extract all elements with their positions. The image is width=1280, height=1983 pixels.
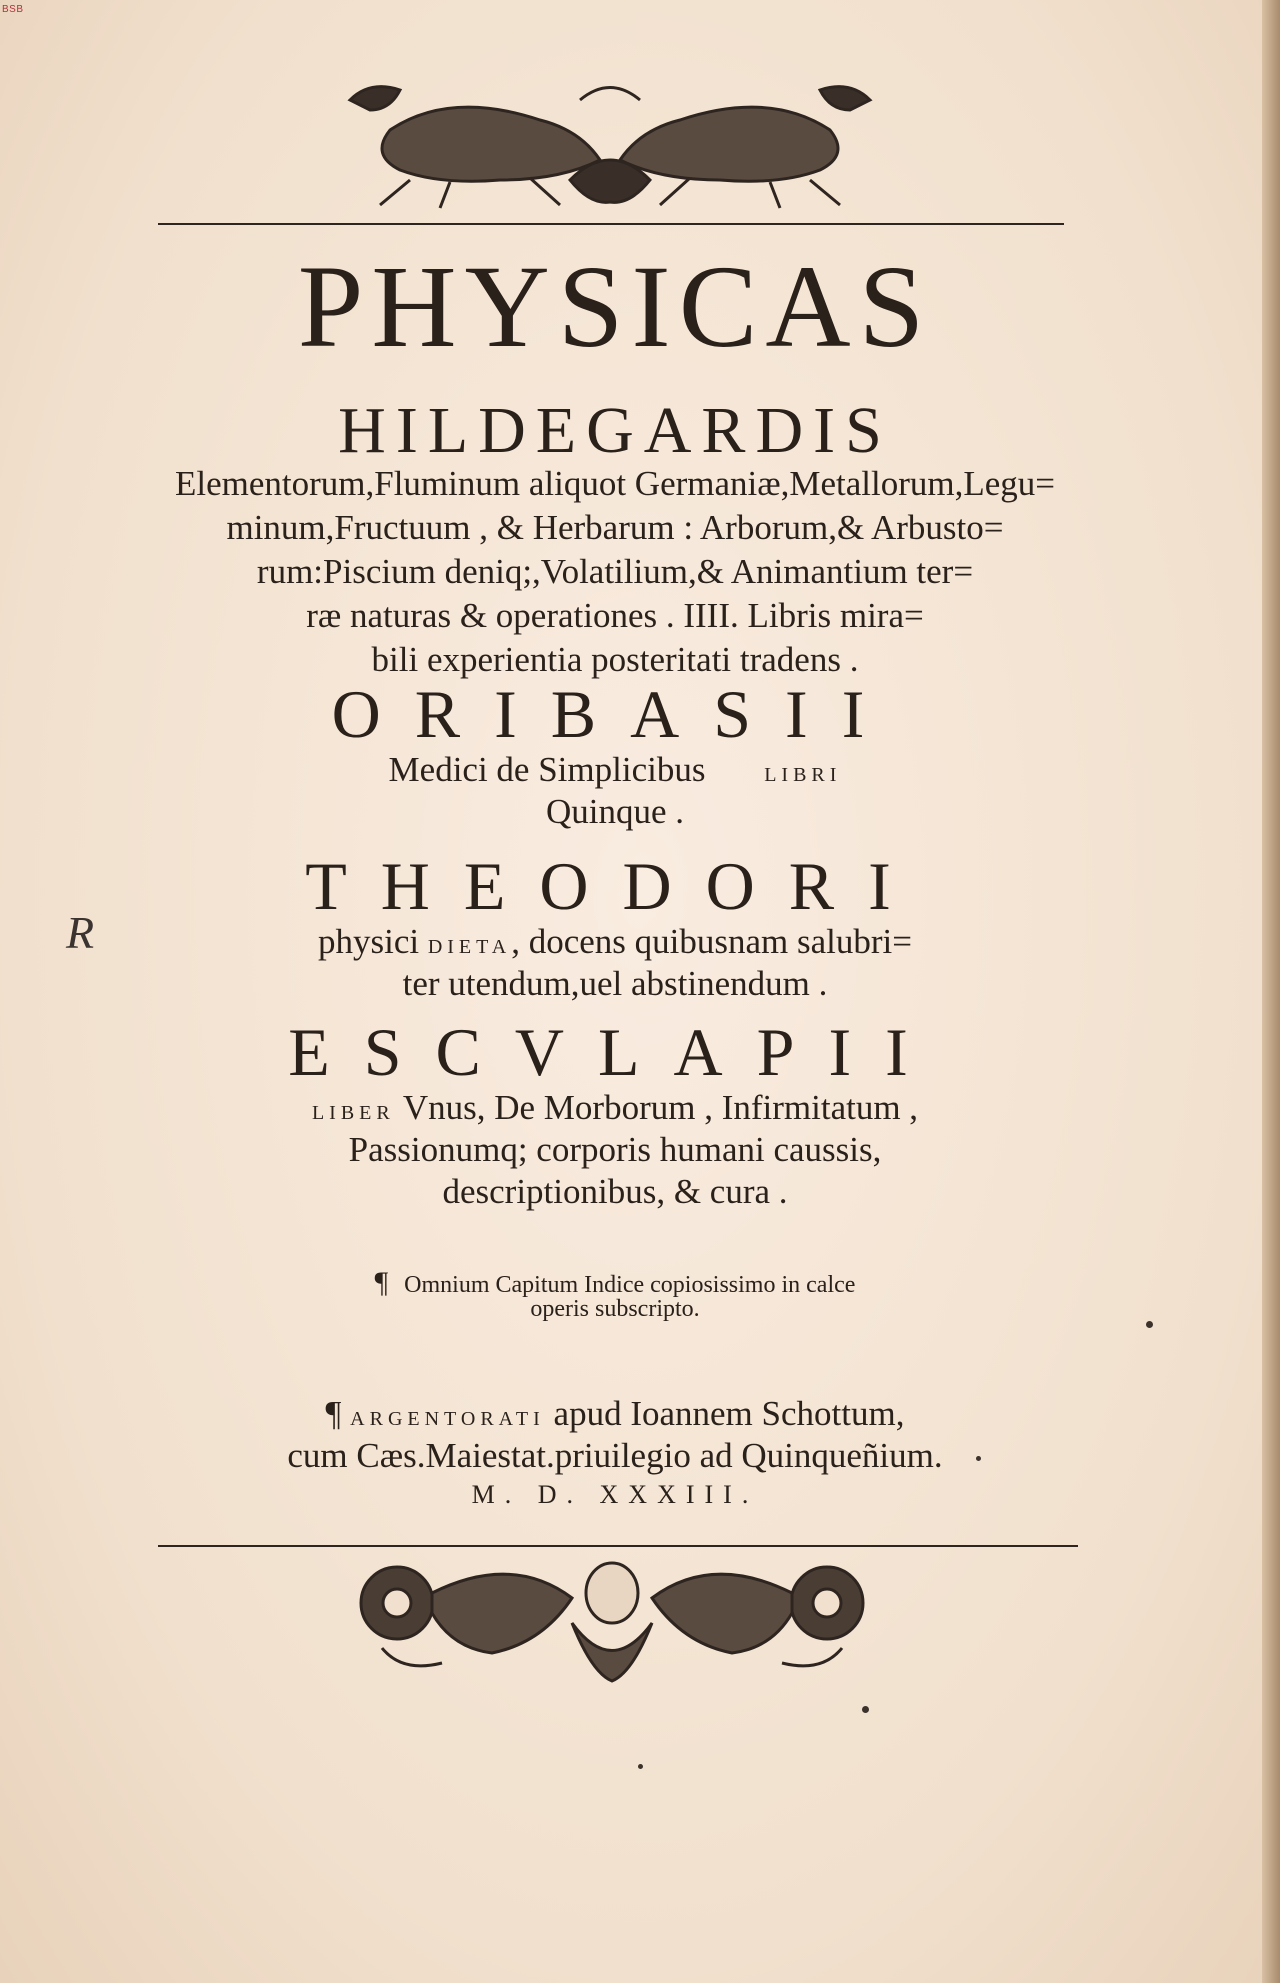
bottom-rule: [158, 1545, 1078, 1547]
description-line-5: bili experientia posteritati tradens .: [371, 640, 859, 679]
book-title: PHYSICAS: [297, 241, 933, 372]
paper-spot: [1146, 1321, 1153, 1328]
oribasius-heading: ORIBASII: [331, 676, 899, 752]
top-rule: [158, 223, 1064, 225]
paper-spot: [976, 1456, 981, 1461]
page-edge: [1262, 0, 1280, 1983]
description-line-4: ræ naturas & operationes . IIII. Libris mira=: [306, 596, 924, 635]
theodorus-line-2: ter utendum,uel abstinendum .: [402, 964, 828, 1003]
theodorus-line-1-b: , docens quibusnam salubri=: [511, 922, 913, 961]
paragraph-mark: ¶: [374, 1266, 389, 1299]
oribasius-line-2: Quinque .: [545, 792, 685, 831]
oribasius-line-1: [140, 752, 1090, 787]
esculapius-line-1-b: Vnus, De Morborum , Infirmitatum ,: [402, 1088, 919, 1127]
esculapius-line-3: descriptionibus, & cura .: [442, 1172, 788, 1211]
imprint-line-2: cum Cæs.Maiestat.priuilegio ad Quinqueñium.: [287, 1436, 943, 1475]
index-note-line-1: [140, 1266, 1090, 1300]
description-line-2: minum,Fructuum , & Herbarum : Arborum,& Arbusto=: [226, 508, 1004, 547]
top-woodcut-ornament: [330, 70, 890, 210]
esculapius-liber: LIBER: [311, 1102, 395, 1124]
bottom-woodcut-ornament: [342, 1553, 882, 1683]
description-line-1: Elementorum,Fluminum aliquot Germaniæ,Metallorum,Legu=: [174, 464, 1055, 503]
theodorus-dieta: DIETA: [427, 936, 512, 958]
imprint-line-1: [140, 1396, 1090, 1431]
esculapius-line-1: [140, 1090, 1090, 1125]
paper-spot: [638, 1764, 643, 1769]
theodorus-heading: THEODORI: [305, 848, 925, 924]
theodorus-line-1-a: physici: [317, 922, 420, 961]
oribasius-line-1-text: Medici de Simplicibus: [388, 750, 706, 789]
imprint-mark: ¶: [325, 1394, 342, 1433]
oribasius-libri: LIBRI: [764, 764, 842, 786]
esculapius-heading: ESCVLAPII: [288, 1014, 942, 1090]
author-name: HILDEGARDIS: [338, 394, 892, 467]
margin-annotation: R: [66, 907, 95, 958]
imprint-year: M. D. XXXIII.: [471, 1480, 759, 1509]
library-stamp: BSB: [2, 4, 24, 15]
description-line-3: rum:Piscium deniq;,Volatilium,& Animantium ter=: [256, 552, 974, 591]
index-note-text-1: Omnium Capitum Indice copiosissimo in calce: [404, 1272, 856, 1298]
paper-spot: [862, 1706, 869, 1713]
imprint-publisher: apud Ioannem Schottum,: [553, 1394, 905, 1433]
esculapius-line-2: Passionumq; corporis humani caussis,: [348, 1130, 882, 1169]
theodorus-line-1: [140, 924, 1090, 959]
imprint-city: ARGENTORATI: [350, 1408, 545, 1430]
index-note-line-2: operis subscripto.: [530, 1296, 700, 1322]
